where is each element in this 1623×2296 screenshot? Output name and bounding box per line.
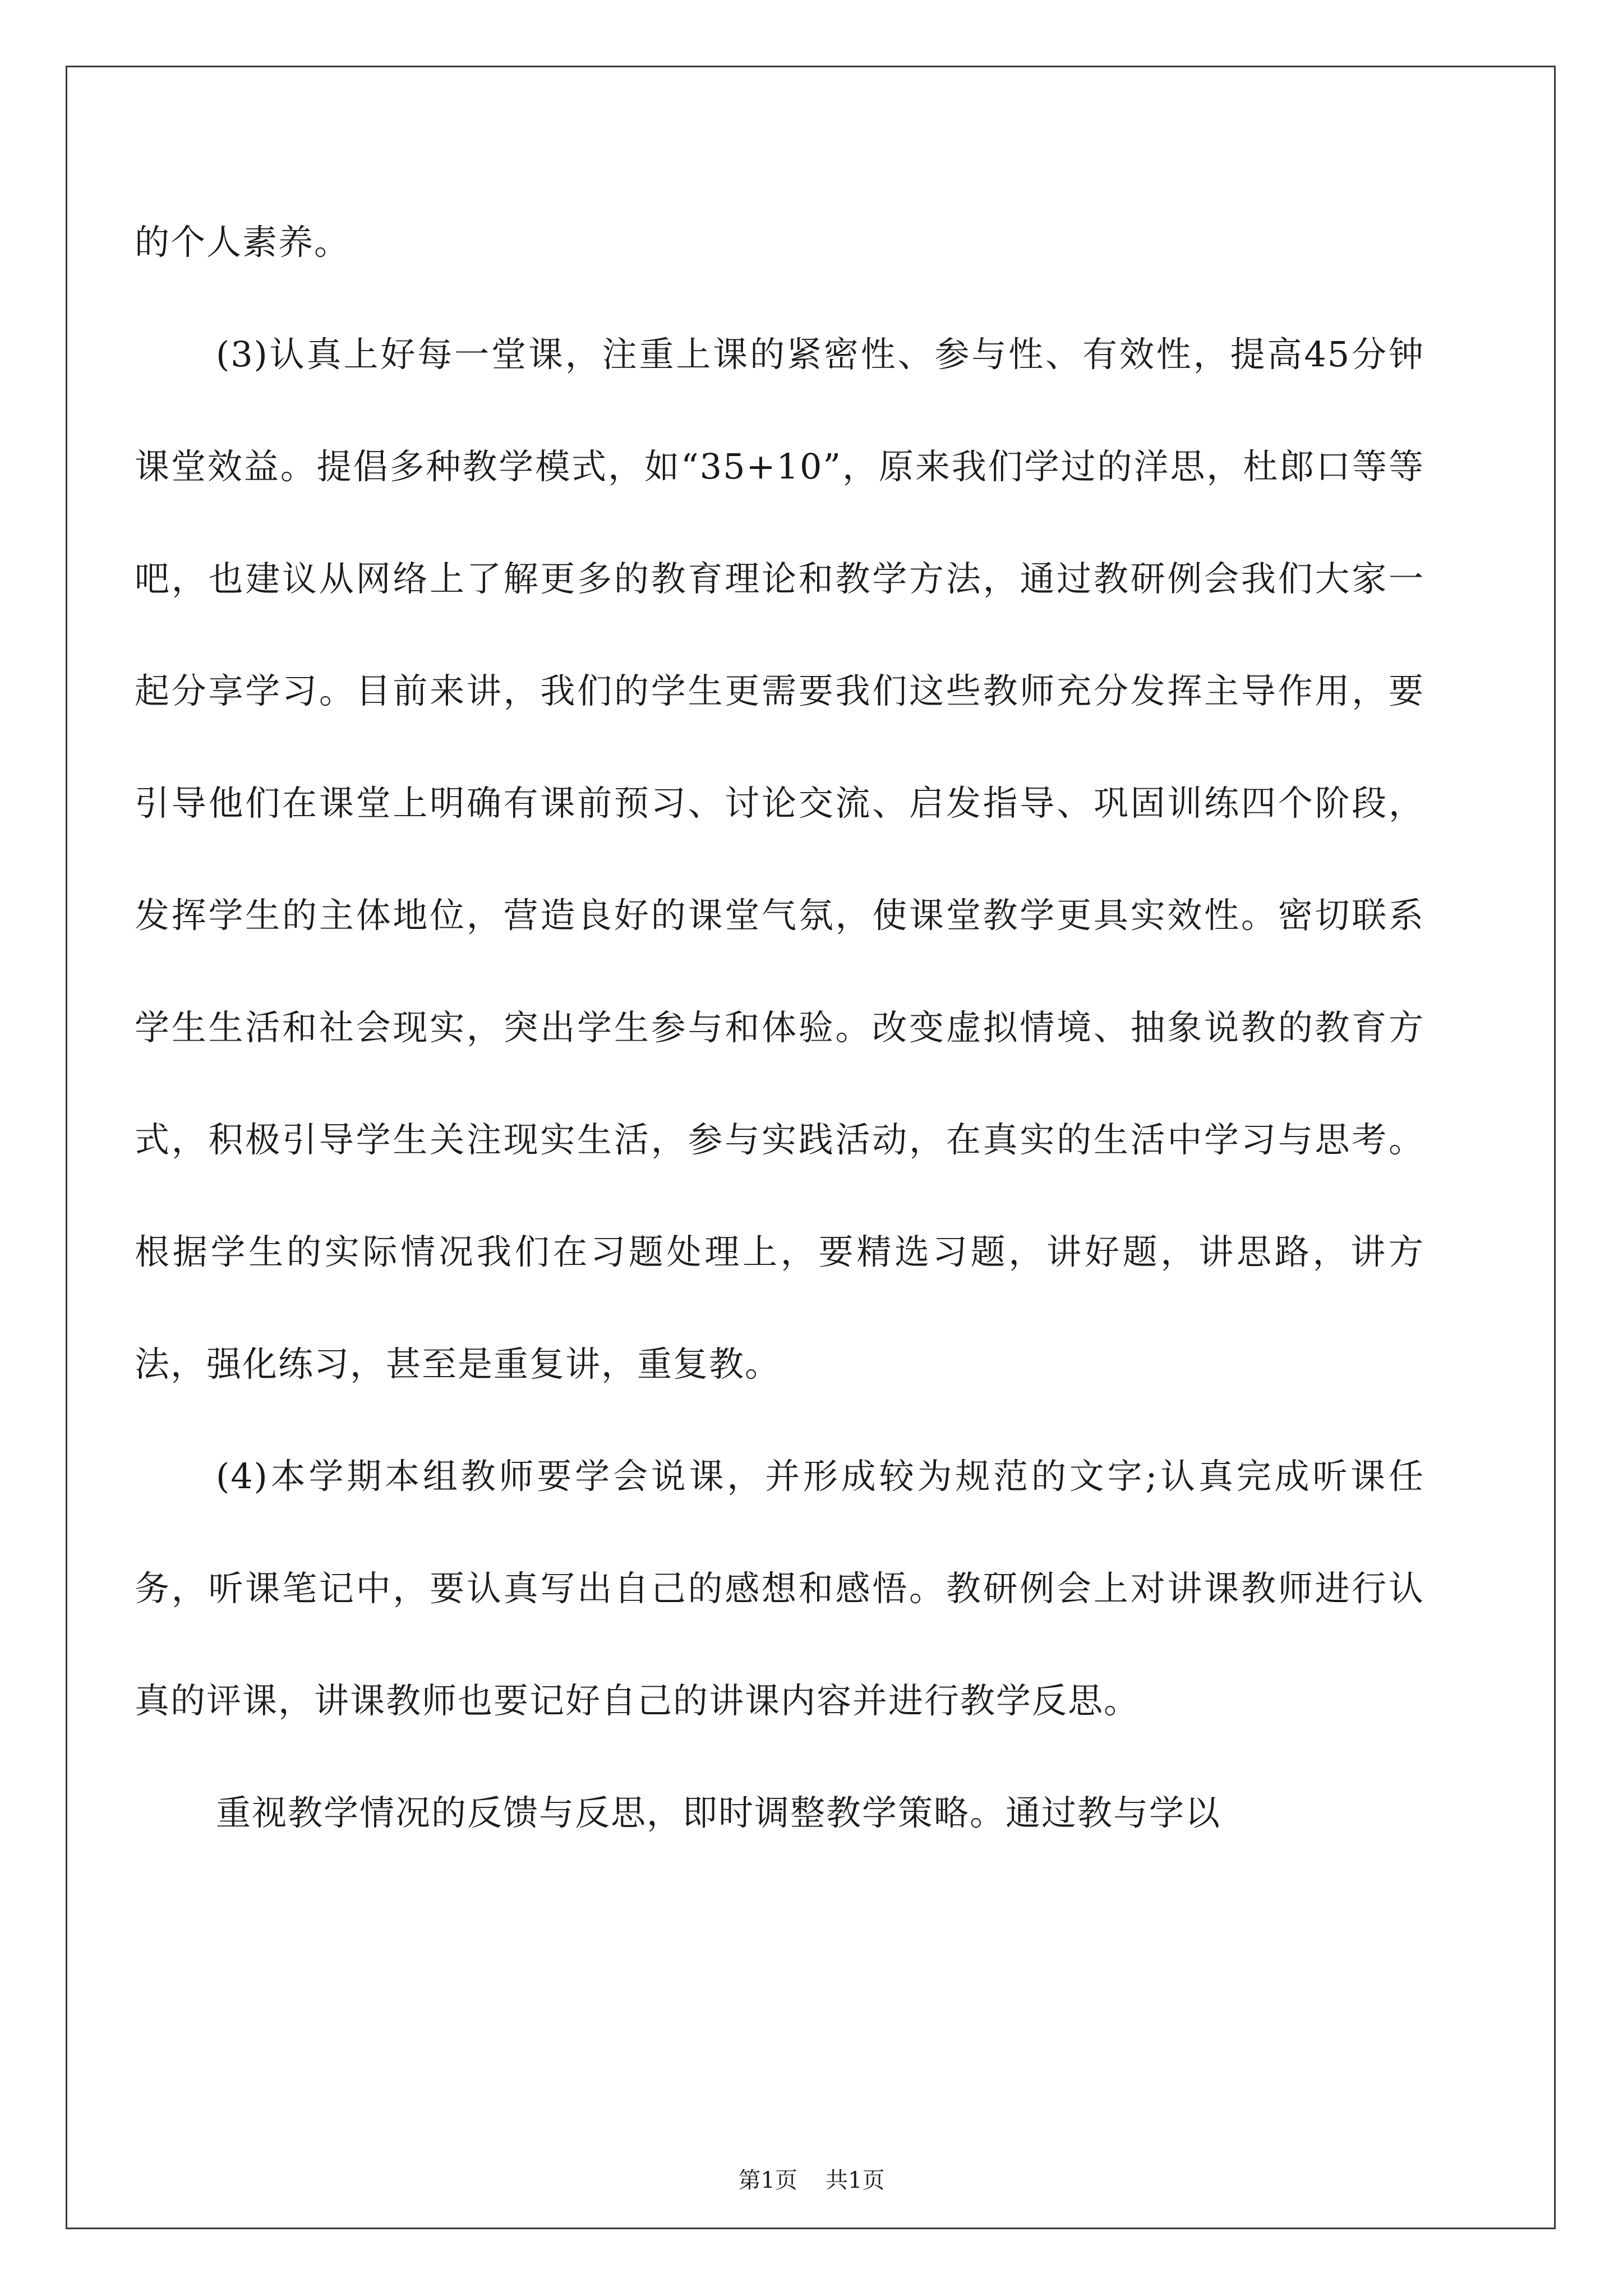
page-footer bbox=[0, 2162, 1623, 2194]
document-body bbox=[135, 186, 1424, 1869]
paragraph-feedback: 重视教学情况的反馈与反思，即时调整教学策略。通过教与学以 bbox=[216, 1792, 1221, 1833]
paragraph-continuation: 的个人素养。 bbox=[135, 222, 351, 263]
paragraph-item-3: (3)认真上好每一堂课，注重上课的紧密性、参与性、有效性，提高45分钟课堂效益。提倡多种教学模式，如“35+10”，原来我们学过的洋思，杜郎口等等吧，也建议从网络上了解更多的教育理论和教学方法，通过教研例会我们大家一起分享学习。目前来讲，我们的学生更需要我们这些教师充分发挥主导作用，要引导他们在课堂上明确有课前预习、讨论交流、启发指导、巩固训练四个阶段，发挥学生的主体地位，营造良好的课堂气氛，使课堂教学更具实效性。密切联系学生生活和社会现实，突出学生参与和体验。改变虚拟情境、抽象说教的教育方式，积极引导学生关注现实生活，参与实践活动，在真实的生活中学习与思考。根据学生的实际情况我们在习题处理上，要精选习题，讲好题，讲思路，讲方法，强化练习，甚至是重复讲，重复教。 bbox=[135, 334, 1424, 1384]
paragraph-item-4: (4)本学期本组教师要学会说课，并形成较为规范的文字;认真完成听课任务，听课笔记中，要认真写出自己的感想和感悟。教研例会上对讲课教师进行认真的评课，讲课教师也要记好自己的讲课内容并进行教学反思。 bbox=[135, 1456, 1424, 1721]
page-total: 共1页 bbox=[826, 2168, 885, 2193]
page-number: 第1页 bbox=[738, 2168, 797, 2193]
